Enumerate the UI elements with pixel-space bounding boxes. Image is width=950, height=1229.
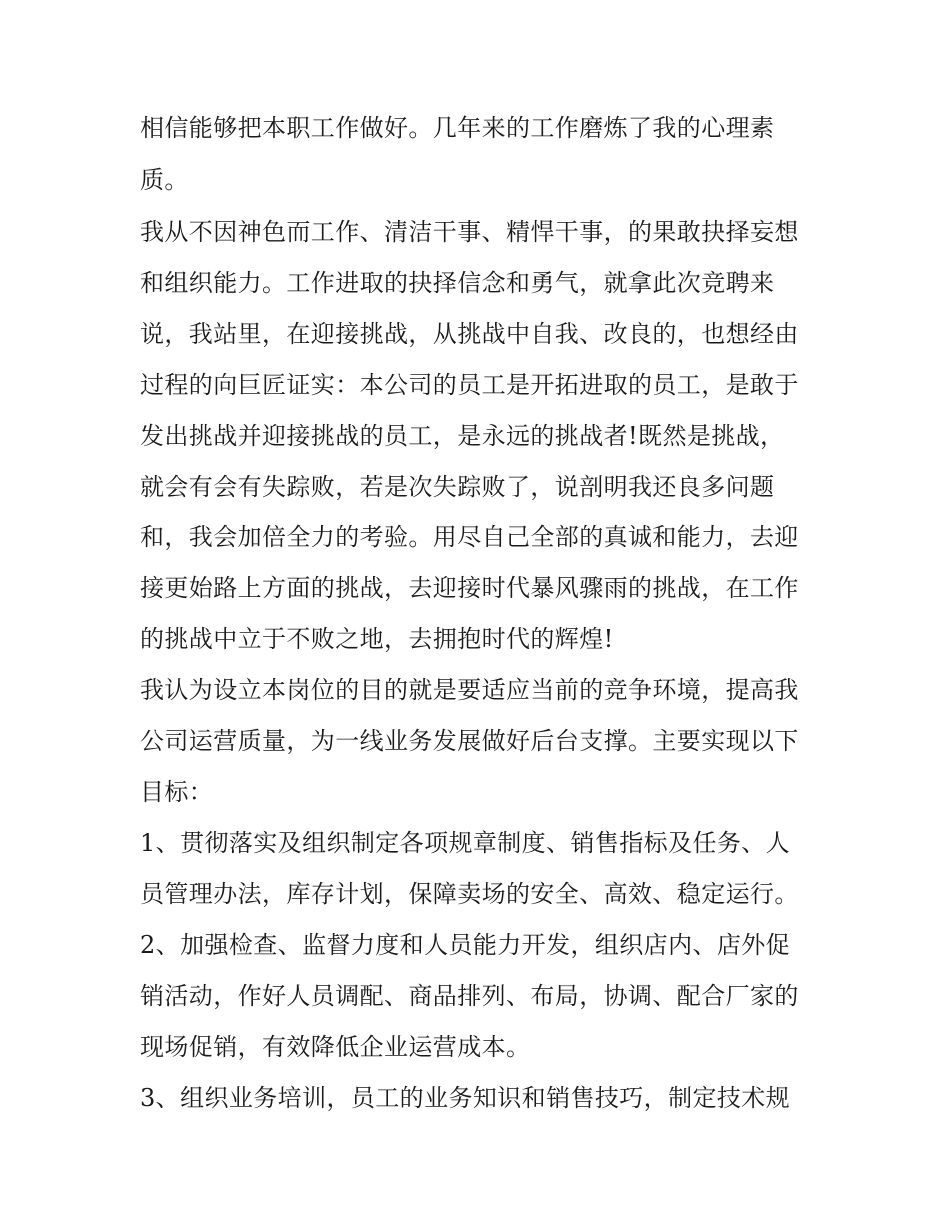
text-line: 销活动，作好人员调配、商品排列、布局，协调、配合厂家的 bbox=[140, 982, 799, 1010]
text-line: 过程的向巨匠证实：本公司的员工是开拓进取的员工，是敢于 bbox=[140, 371, 799, 399]
text-line: 3、组织业务培训，员工的业务知识和销售技巧，制定技术规 bbox=[140, 1084, 791, 1112]
text-line: 和组织能力。工作进取的抉择信念和勇气，就拿此次竞聘来 bbox=[140, 269, 775, 297]
text-line: 我从不因神色而工作、清洁干事、精悍干事，的果敢抉择妄想 bbox=[140, 218, 799, 246]
text-line: 质。 bbox=[140, 166, 189, 194]
text-line: 发出挑战并迎接挑战的员工，是永远的挑战者!既然是挑战， bbox=[140, 422, 785, 450]
text-line: 目标： bbox=[140, 778, 214, 806]
text-line: 我认为设立本岗位的目的就是要适应当前的竞争环境，提高我 bbox=[140, 676, 799, 704]
text-line: 就会有会有失踪败，若是次失踪败了，说剖明我还良多问题 bbox=[140, 473, 775, 501]
text-line: 2、加强检查、监督力度和人员能力开发，组织店内、店外促 bbox=[140, 931, 791, 959]
text-line: 的挑战中立于不败之地，去拥抱时代的辉煌! bbox=[140, 625, 614, 653]
text-line: 1、贯彻落实及组织制定各项规章制度、销售指标及任务、人 bbox=[140, 829, 791, 857]
text-line: 和，我会加倍全力的考验。用尽自己全部的真诚和能力，去迎 bbox=[140, 523, 799, 551]
text-line: 现场促销，有效降低企业运营成本。 bbox=[140, 1033, 531, 1061]
text-line: 接更始路上方面的挑战，去迎接时代暴风骤雨的挑战，在工作 bbox=[140, 574, 799, 602]
text-line: 相信能够把本职工作做好。几年来的工作磨炼了我的心理素 bbox=[140, 114, 775, 142]
text-line: 说，我站里，在迎接挑战，从挑战中自我、改良的，也想经由 bbox=[140, 320, 799, 348]
text-line: 公司运营质量，为一线业务发展做好后台支撑。主要实现以下 bbox=[140, 727, 799, 755]
text-line: 员管理办法，库存计划，保障卖场的安全、高效、稳定运行。 bbox=[140, 880, 799, 908]
